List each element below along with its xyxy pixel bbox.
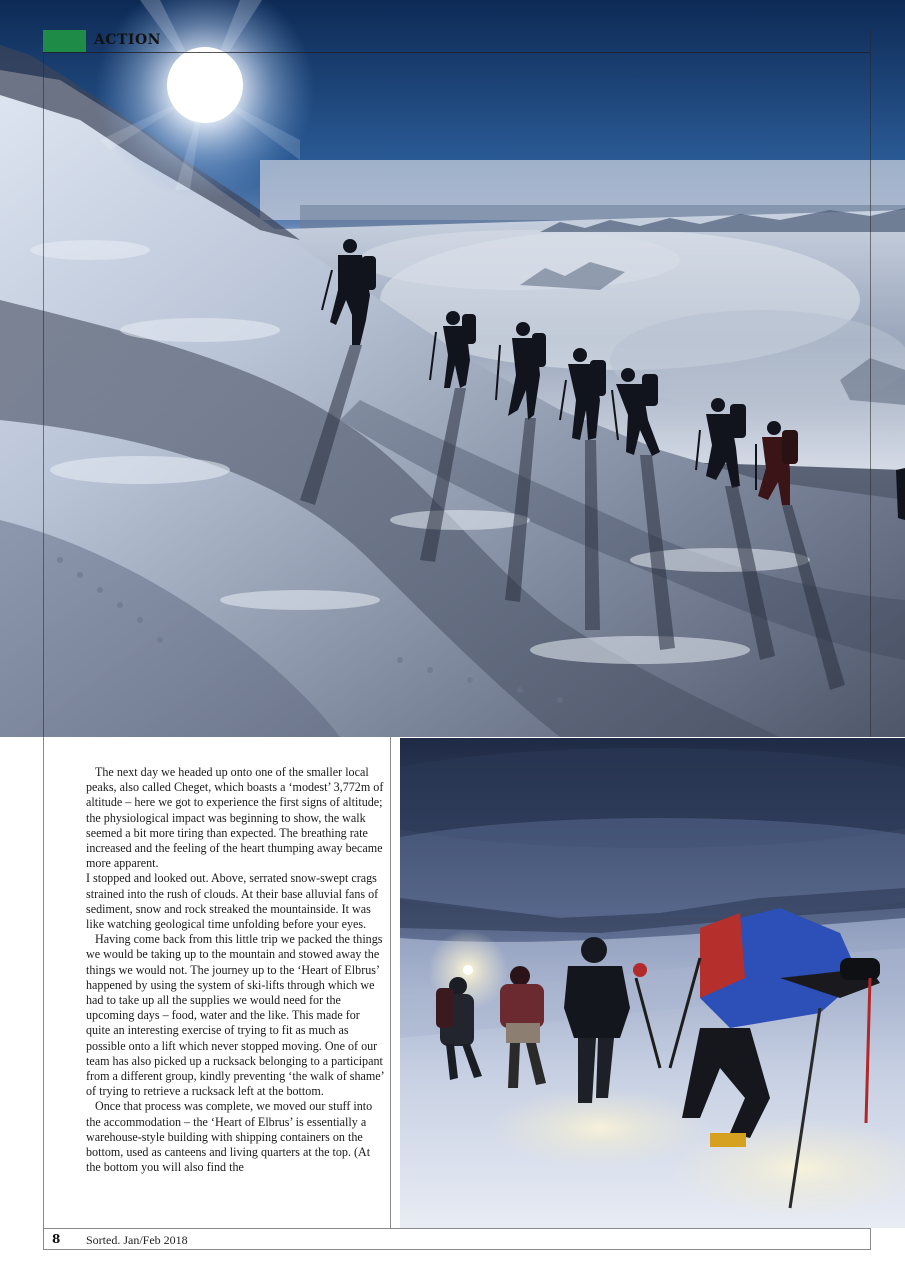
article-body: [86, 765, 386, 1175]
section-label: ACTION: [94, 32, 161, 48]
article-paragraph-3: Having come back from this little trip we packed the things we would be taking up to the mountain and stowed away the things we would not. The journey up to the ‘Heart of Elbrus’ happened by using the system of ski-lifts through which we had to take up all the supplies we would need for the upcoming days – food, water and the like. This made for quite an interesting exercise of trying to fit as much as possible onto a lift which never stopped moving. One of our team has also picked up a rucksack belonging to a participant from a different group, kindly preventing ‘the walk of shame’ of trying to retrieve a rucksack left at the bottom.: [86, 932, 384, 1099]
bottom-photo: [400, 738, 905, 1228]
publication-issue: Sorted. Jan/Feb 2018: [86, 1233, 188, 1247]
article-paragraph-1: The next day we headed up onto one of the smaller local peaks, also called Cheget, which boasts a ‘modest’ 3,772m of altitude – here we got to experience the first signs of altitude; the physiological impact was beginning to show, the walk seemed a bit more tiring than expected. The breathing rate increased and the feeling of the heart thumping away became more apparent.: [86, 765, 384, 871]
article-paragraph-4: Once that process was complete, we moved our stuff into the accommodation – the ‘Heart of Elbrus’ is essentially a warehouse-style building with shipping containers on the bottom, used as canteens and living quarters at the top. (At the bottom you will also find the: [86, 1099, 373, 1175]
frame-rule-left: [43, 52, 44, 737]
section-accent-block: [43, 30, 86, 52]
page-number: 8: [52, 1232, 61, 1246]
page-footer: [43, 1228, 871, 1250]
article-paragraph-2: I stopped and looked out. Above, serrated snow-swept crags strained into the rush of clouds. At their base alluvial fans of sediment, snow and rock streaked the mountainside. It was like watching geological time unfolding before your eyes.: [86, 871, 379, 932]
bottom-photo-illustration: [400, 738, 905, 1228]
frame-rule-right: [870, 30, 871, 737]
section-header: [43, 30, 870, 53]
article-column: [43, 737, 391, 1228]
